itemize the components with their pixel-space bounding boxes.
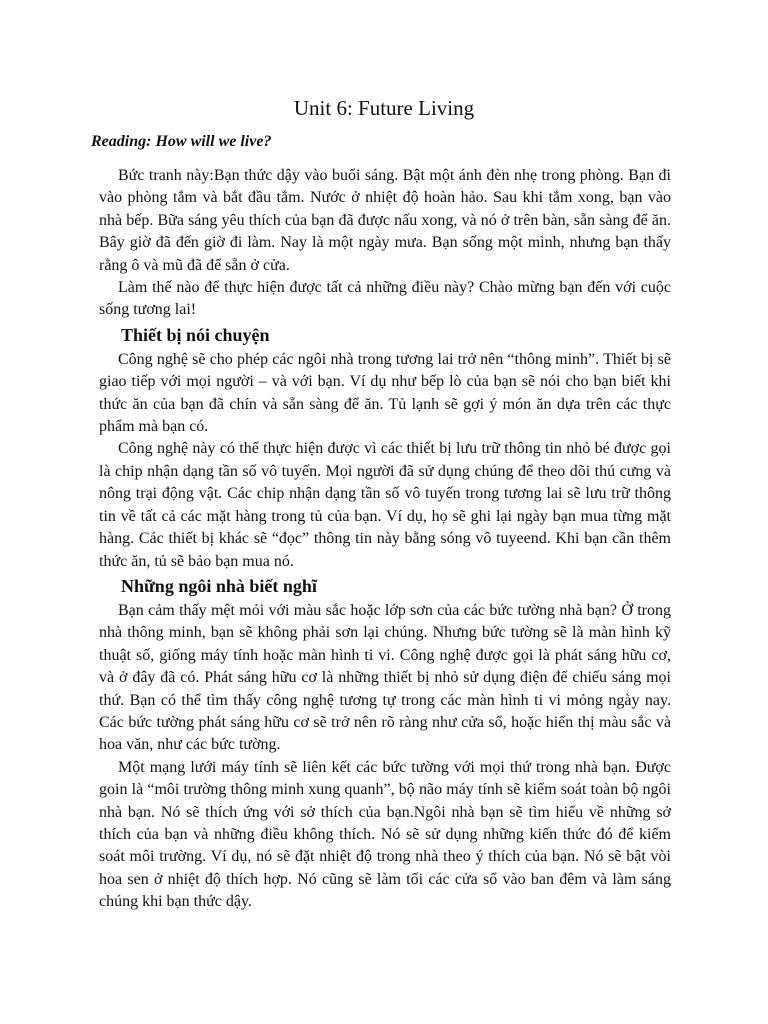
intro-paragraph-2: Làm thế nào để thực hiện được tất cả những điều này? Chào mừng bạn đến với cuộc sống tương lai! <box>99 279 671 319</box>
section-heading-thinking-homes: Những ngôi nhà biết nghĩ <box>121 575 317 596</box>
section-2-paragraph-1: Bạn cảm thấy mệt mỏi với màu sắc hoặc lớp sơn của các bức tường nhà bạn? Ở trong nhà thông minh, bạn sẽ không phải sơn lại chúng. Nhưng bức tường sẽ là màn hình kỹ thuật số, giống máy tính hoặc màn hình ti vi. Công nghệ được gọi là phát sáng hữu cơ, và ở đây đã có. Phát sáng hữu cơ là những thiết bị nhỏ sử dụng điện để chiếu sáng mọi thứ. Bạn có thể tìm thấy công nghệ tương tự trong các màn hình ti vi mỏng ngày nay. Các bức tường phát sáng hữu cơ sẽ trở nên rõ ràng như cửa sổ, hoặc hiển thị màu sắc và hoa văn, như các bức tường. <box>99 601 671 754</box>
section-1-paragraph-1: Công nghệ sẽ cho phép các ngôi nhà trong tương lai trở nên “thông minh”. Thiết bị sẽ giao tiếp với mọi người – và với bạn. Ví dụ như bếp lò của bạn sẽ nói cho bạn biết khi thức ăn của bạn đã chín và sẵn sàng để ăn. Tủ lạnh sẽ gợi ý món ăn dựa trên các thực phẩm mà bạn có. <box>99 350 671 436</box>
document-body <box>99 165 671 914</box>
document-subtitle: Reading: How will we live? <box>91 133 272 150</box>
section-heading-talking-devices: Thiết bị nói chuyện <box>121 324 270 345</box>
section-1-paragraph-2: Công nghệ này có thể thực hiện được vì các thiết bị lưu trữ thông tin nhỏ bé được gọi là chip nhận dạng tần số vô tuyến. Mọi người đã sử dụng chúng để theo dõi thú cưng và nông trại động vật. Các chip nhận dạng tần số vô tuyến trong tương lai sẽ lưu trữ thông tin về tất cả các mặt hàng trong tủ của bạn. Ví dụ, họ sẽ ghi lại ngày bạn mua từng mặt hàng. Các thiết bị khác sẽ “đọc” thông tin này bằng sóng vô tuyeend. Khi bạn cần thêm thức ăn, tủ sẽ bảo bạn mua nó. <box>99 440 671 570</box>
section-2-paragraph-2: Một mạng lưới máy tính sẽ liên kết các bức tường với mọi thứ trong nhà bạn. Được goin là “môi trường thông minh xung quanh”, bộ não máy tính sẽ kiểm soát toàn bộ ngôi nhà bạn. Nó sẽ thích ứng với sở thích của bạn.Ngôi nhà bạn sẽ tìm hiểu về những sở thích của bạn và những điều không thích. Nó sẽ sử dụng những kiến thức đó để kiểm soát môi trường. Ví dụ, nó sẽ đặt nhiệt độ trong nhà theo ý thích của bạn. Nó sẽ bật vòi hoa sen ở nhiệt độ thích hợp. Nó cũng sẽ làm tối các cửa sổ vào ban đêm và làm sáng chúng khi bạn thức dậy. <box>99 758 671 911</box>
document-title: Unit 6: Future Living <box>293 96 475 120</box>
intro-paragraph-1: Bức tranh này:Bạn thức dậy vào buổi sáng. Bật một ánh đèn nhẹ trong phòng. Bạn đi vào phòng tắm và bắt đầu tắm. Nước ở nhiệt độ hoàn hảo. Sau khi tắm xong, bạn vào nhà bếp. Bữa sáng yêu thích của bạn đã được nấu xong, và nó ở trên bàn, sẵn sàng để ăn. Bây giờ đã đến giờ đi làm. Nay là một ngày mưa. Bạn sống một mình, nhưng bạn thấy rằng ô và mũ đã để sẵn ở cửa. <box>99 167 671 274</box>
